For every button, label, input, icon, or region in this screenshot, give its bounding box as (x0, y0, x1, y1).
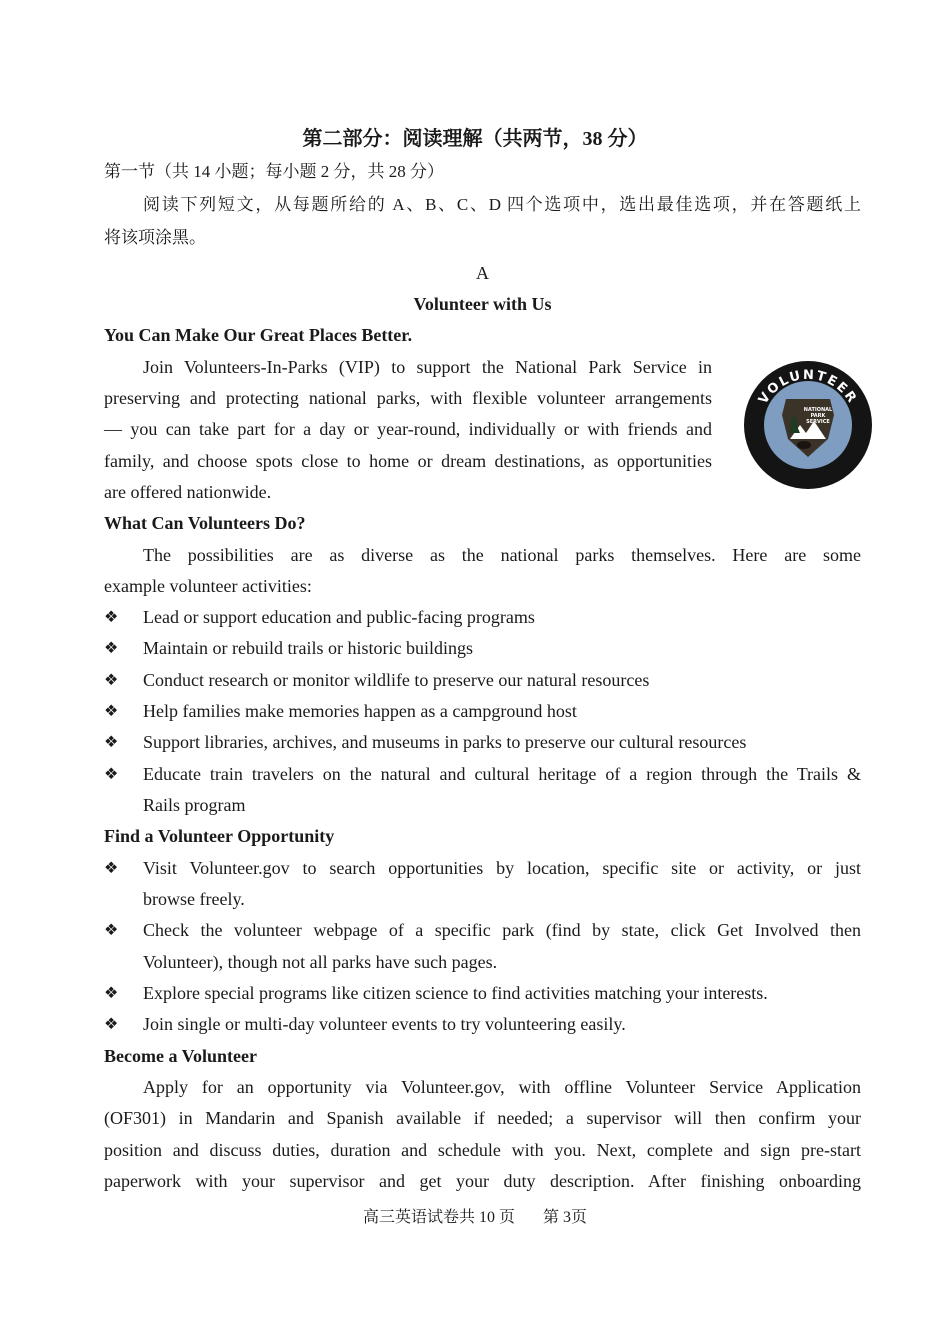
passage-title: Volunteer with Us (413, 294, 552, 314)
become-line: paperwork with your supervisor and get your duty description. After finishing onboarding (104, 1171, 861, 1191)
page-footer (0, 1204, 950, 1232)
intro-line: are offered nationwide. (104, 482, 272, 502)
list-item-continuation: browse freely. (143, 889, 245, 909)
become-line: (OF301) in Mandarin and Spanish available if needed; a supervisor will then confirm your (104, 1108, 861, 1128)
passage-letter: A (476, 263, 489, 283)
logo-ring-text: VOLUNTEER (755, 367, 861, 408)
list-item: Lead or support education and public-facing programs (143, 607, 535, 627)
badge-text-service: SERVICE (806, 419, 830, 425)
list-item: Check the volunteer webpage of a specific park (find by state, click Get Involved then (143, 920, 861, 940)
bullet-icon: ❖ (104, 640, 119, 657)
activities-intro-line: The possibilities are as diverse as the national parks themselves. Here are some (143, 545, 861, 565)
list-item: Conduct research or monitor wildlife to preserve our natural resources (143, 670, 650, 690)
footer-exam-info: 高三英语试卷共 10 页 (362, 1209, 515, 1226)
list-item: Maintain or rebuild trails or historic buildings (143, 638, 473, 658)
become-line: Apply for an opportunity via Volunteer.gov, with offline Volunteer Service Application (143, 1077, 861, 1097)
bullet-icon: ❖ (104, 985, 119, 1002)
volunteer-logo (738, 355, 878, 495)
badge-text-park: PARK (810, 413, 826, 419)
list-item-continuation: Rails program (143, 795, 246, 815)
badge-text-national: NATIONAL (803, 407, 833, 413)
bullet-icon: ❖ (104, 609, 119, 626)
instructions-line-2: 将该项涂黑。 (104, 228, 206, 247)
instructions-line-1: 阅读下列短文，从每题所给的 A、B、C、D 四个选项中，选出最佳选项，并在答题纸上 (143, 195, 861, 214)
section-subtitle: 第一节（共 14 小题；每小题 2 分，共 28 分） (104, 162, 444, 181)
heading-intro: You Can Make Our Great Places Better. (104, 325, 413, 345)
footer-page-number: 第 3页 (543, 1209, 588, 1226)
intro-line: preserving and protecting national parks, with flexible volunteer arrangements (104, 388, 712, 408)
bullet-icon: ❖ (104, 672, 119, 689)
intro-line: family, and choose spots close to home or dream destinations, as opportunities (104, 451, 712, 471)
intro-line: Join Volunteers-In-Parks (VIP) to support the National Park Service in (143, 357, 712, 377)
bullet-icon: ❖ (104, 734, 119, 751)
list-item-continuation: Volunteer), though not all parks have such pages. (143, 952, 498, 972)
heading-activities: What Can Volunteers Do? (104, 513, 306, 533)
list-item: Educate train travelers on the natural and cultural heritage of a region through the Trails & (143, 764, 861, 784)
bullet-icon: ❖ (104, 922, 119, 939)
bullet-icon: ❖ (104, 1016, 119, 1033)
bullet-icon: ❖ (104, 703, 119, 720)
list-item: Explore special programs like citizen science to find activities matching your interests. (143, 983, 768, 1003)
bullet-icon: ❖ (104, 860, 119, 877)
bison-icon (797, 441, 811, 449)
list-item: Support libraries, archives, and museums in parks to preserve our cultural resources (143, 732, 747, 752)
heading-find: Find a Volunteer Opportunity (104, 826, 335, 846)
heading-become: Become a Volunteer (104, 1046, 257, 1066)
activities-intro-line: example volunteer activities: (104, 576, 312, 596)
bullet-icon: ❖ (104, 766, 119, 783)
list-item: Join single or multi-day volunteer events to try volunteering easily. (143, 1014, 626, 1034)
section-title: 第二部分：阅读理解（共两节，38 分） (302, 128, 648, 150)
list-item: Help families make memories happen as a campground host (143, 701, 577, 721)
intro-line: — you can take part for a day or year-round, individually or with friends and (104, 419, 712, 439)
list-item: Visit Volunteer.gov to search opportunities by location, specific site or activity, or just (143, 858, 861, 878)
become-line: position and discuss duties, duration and schedule with you. Next, complete and sign pre-start (104, 1140, 861, 1160)
